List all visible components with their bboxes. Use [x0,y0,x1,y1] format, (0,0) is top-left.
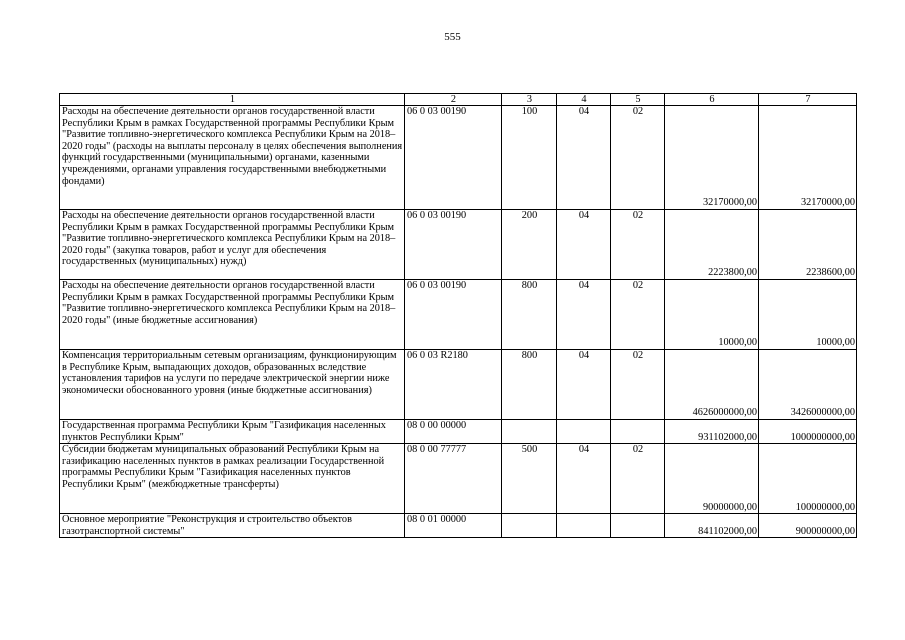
row-subsection: 02 [611,350,665,420]
header-cell: 4 [557,94,611,106]
row-amount-year2: 3426000000,00 [759,350,857,420]
row-section: 04 [557,280,611,350]
header-cell: 7 [759,94,857,106]
row-code: 06 0 03 00190 [405,210,502,280]
header-cell: 2 [405,94,502,106]
row-amount-year1: 4626000000,00 [665,350,759,420]
row-expense-type: 800 [502,280,557,350]
table-row [60,444,857,514]
row-section: 04 [557,106,611,210]
row-amount-year1: 2223800,00 [665,210,759,280]
row-section: 04 [557,444,611,514]
table-row [60,280,857,350]
row-expense-type: 500 [502,444,557,514]
row-amount-year2: 900000000,00 [759,514,857,538]
row-amount-year2: 2238600,00 [759,210,857,280]
row-subsection: 02 [611,210,665,280]
table-row [60,514,857,538]
row-name: Субсидии бюджетам муниципальных образований Республики Крым на газификацию населенных пунктов в рамках реализации Государственной программы Республики Крым "Газификация населенных пунктов Республики Крым" (межбюджетные трансферты) [60,444,405,514]
row-code: 08 0 01 00000 [405,514,502,538]
row-subsection: 02 [611,444,665,514]
row-amount-year2: 32170000,00 [759,106,857,210]
row-name: Расходы на обеспечение деятельности органов государственной власти Республики Крым в рамках Государственной программы Республики Крым "Развитие топливно-энергетического комплекса Республики Крым на 2018–2020 годы" (иные бюджетные ассигнования) [60,280,405,350]
row-amount-year1: 841102000,00 [665,514,759,538]
row-amount-year1: 10000,00 [665,280,759,350]
row-name: Основное мероприятие "Реконструкция и строительство объектов газотранспортной системы" [60,514,405,538]
row-amount-year2: 1000000000,00 [759,420,857,444]
table-row [60,210,857,280]
table-row [60,350,857,420]
row-code: 06 0 03 R2180 [405,350,502,420]
header-cell: 1 [60,94,405,106]
header-cell: 6 [665,94,759,106]
row-expense-type [502,420,557,444]
row-name: Компенсация территориальным сетевым организациям, функционирующим в Республике Крым, выпадающих доходов, образованных вследствие установления тарифов на услуги по передаче электрической энергии ниже экономически обоснованного уровня (иные бюджетные ассигнования) [60,350,405,420]
row-expense-type: 100 [502,106,557,210]
row-amount-year2: 10000,00 [759,280,857,350]
header-cell: 5 [611,94,665,106]
row-amount-year1: 32170000,00 [665,106,759,210]
row-amount-year1: 90000000,00 [665,444,759,514]
row-code: 06 0 03 00190 [405,106,502,210]
table-row [60,106,857,210]
row-section: 04 [557,350,611,420]
budget-table [59,93,857,538]
row-expense-type: 200 [502,210,557,280]
row-subsection [611,420,665,444]
header-cell: 3 [502,94,557,106]
row-section [557,420,611,444]
row-subsection: 02 [611,280,665,350]
table-row [60,420,857,444]
row-name: Государственная программа Республики Крым "Газификация населенных пунктов Республики Крым" [60,420,405,444]
row-expense-type: 800 [502,350,557,420]
row-subsection [611,514,665,538]
page-number: 555 [444,31,461,43]
row-amount-year2: 100000000,00 [759,444,857,514]
table-header-row [60,94,857,106]
row-code: 08 0 00 00000 [405,420,502,444]
row-section [557,514,611,538]
row-section: 04 [557,210,611,280]
row-code: 08 0 00 77777 [405,444,502,514]
row-amount-year1: 931102000,00 [665,420,759,444]
row-name: Расходы на обеспечение деятельности органов государственной власти Республики Крым в рамках Государственной программы Республики Крым "Развитие топливно-энергетического комплекса Республики Крым на 2018–2020 годы" (закупка товаров, работ и услуг для обеспечения государственных (муниципальных) нужд) [60,210,405,280]
row-code: 06 0 03 00190 [405,280,502,350]
row-subsection: 02 [611,106,665,210]
row-name: Расходы на обеспечение деятельности органов государственной власти Республики Крым в рамках Государственной программы Республики Крым "Развитие топливно-энергетического комплекса Республики Крым на 2018–2020 годы" (расходы на выплаты персоналу в целях обеспечения выполнения функций государственными (муниципальными) органами, казенными учреждениями, органами управления государственными внебюджетными фондами) [60,106,405,210]
row-expense-type [502,514,557,538]
